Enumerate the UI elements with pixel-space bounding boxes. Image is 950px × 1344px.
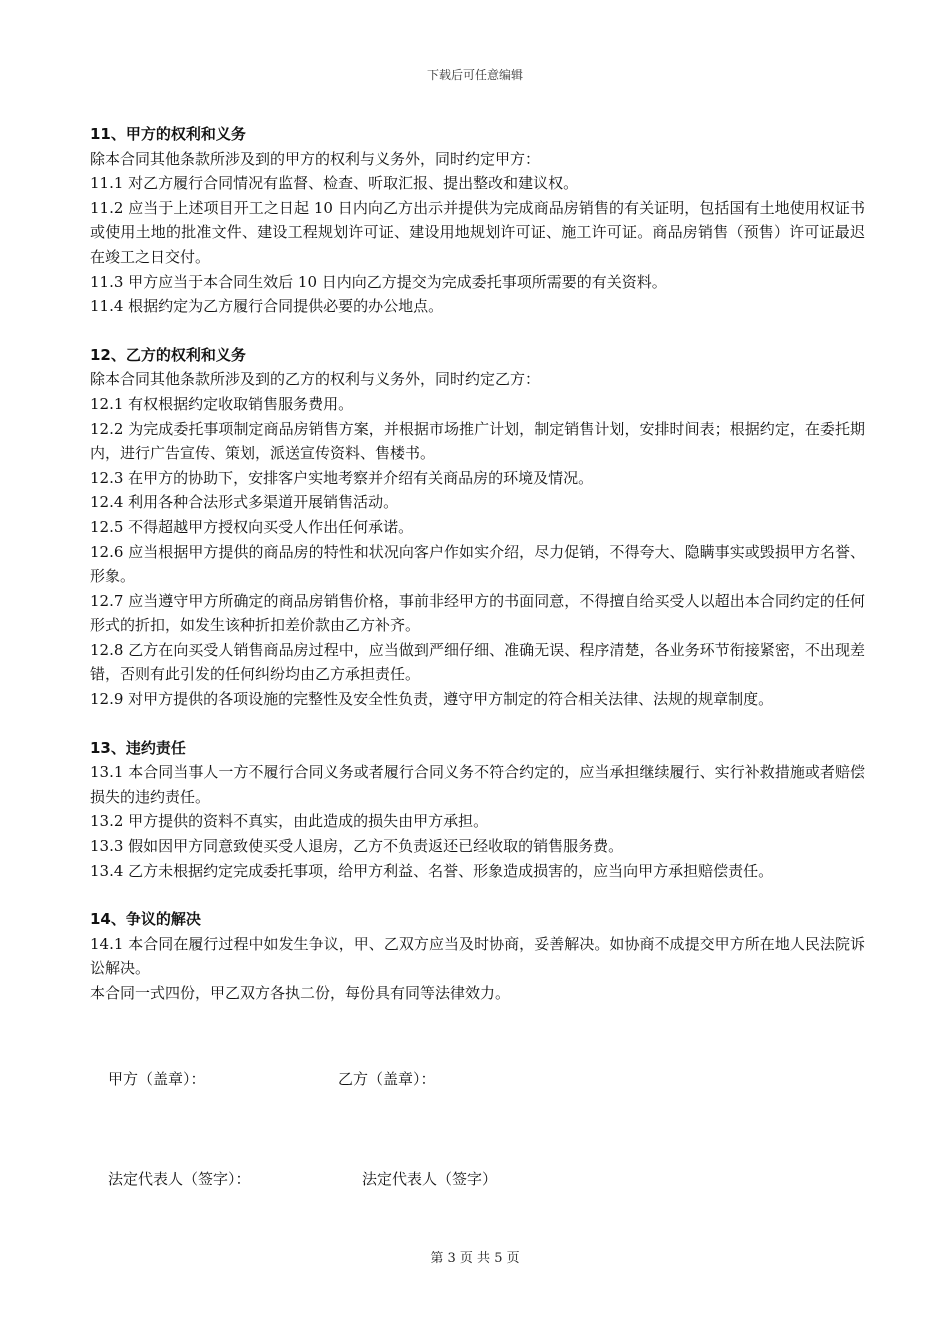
party-a-seal-label: 甲方（盖章）： [108, 1070, 206, 1088]
contract-body [90, 122, 865, 1030]
page-number: 第 3 页 共 5 页 [430, 1251, 520, 1266]
paragraph: 本合同一式四份，甲乙双方各执二份，每份具有同等法律效力。 [90, 984, 511, 1002]
party-b-representative-label: 法定代表人（签字） [362, 1170, 498, 1188]
section-title: 13、违约责任 [90, 738, 186, 757]
section-11 [90, 122, 865, 319]
party-b-seal-label: 乙方（盖章）： [338, 1070, 436, 1088]
paragraph: 除本合同其他条款所涉及到的甲方的权利与义务外，同时约定甲方： [90, 149, 541, 168]
paragraph: 11.4 根据约定为乙方履行合同提供必要的办公地点。 [90, 297, 444, 316]
paragraph: 12.9 对甲方提供的各项设施的完整性及安全性负责，遵守甲方制定的符合相关法律、法规的规章制度。 [90, 690, 774, 709]
paragraph: 除本合同其他条款所涉及到的乙方的权利与义务外，同时约定乙方： [90, 370, 541, 389]
paragraph: 12.5 不得超越甲方授权向买受人作出任何承诺。 [90, 517, 414, 536]
paragraph: 13.3 假如因甲方同意致使买受人退房，乙方不负责返还已经收取的销售服务费。 [90, 837, 624, 856]
paragraph: 12.2 为完成委托事项制定商品房销售方案，并根据市场推广计划，制定销售计划，安排时间表；根据约定，在委托期内，进行广告宣传、策划，派送宣传资料、售楼书。 [90, 419, 865, 463]
paragraph: 12.4 利用各种合法形式多渠道开展销售活动。 [90, 493, 399, 512]
paragraph: 11.2 应当于上述项目开工之日起 10 日内向乙方出示并提供为完成商品房销售的有关证明，包括国有土地使用权证书或使用土地的批准文件、建设工程规划许可证、建设用地规划许可证、施工许可证。商品房销售（预售）许可证最迟在竣工之日交付。 [90, 198, 865, 266]
paragraph: 13.2 甲方提供的资料不真实，由此造成的损失由甲方承担。 [90, 812, 489, 831]
section-14 [90, 907, 865, 1005]
paragraph: 12.6 应当根据甲方提供的商品房的特性和状况向客户作如实介绍，尽力促销，不得夸大、隐瞒事实或毁损甲方名誉、形象。 [90, 542, 865, 586]
section-title: 12、乙方的权利和义务 [90, 345, 246, 364]
paragraph: 12.3 在甲方的协助下，安排客户实地考察并介绍有关商品房的环境及情况。 [90, 468, 594, 487]
paragraph: 12.8 乙方在向买受人销售商品房过程中，应当做到严细仔细、准确无误、程序清楚，各业务环节衔接紧密，不出现差错，否则有此引发的任何纠纷均由乙方承担责任。 [90, 640, 865, 684]
paragraph: 13.1 本合同当事人一方不履行合同义务或者履行合同义务不符合约定的，应当承担继续履行、实行补救措施或者赔偿损失的违约责任。 [90, 763, 865, 806]
section-title: 14、争议的解决 [90, 910, 201, 929]
section-13 [90, 736, 865, 884]
paragraph: 14.1 本合同在履行过程中如发生争议，甲、乙双方应当及时协商，妥善解决。如协商不成提交甲方所在地人民法院诉讼解决。 [90, 934, 865, 978]
paragraph: 13.4 乙方未根据约定完成委托事项，给甲方利益、名誉、形象造成损害的，应当向甲方承担赔偿责任。 [90, 861, 774, 880]
paragraph: 11.1 对乙方履行合同情况有监督、检查、听取汇报、提出整改和建议权。 [90, 174, 579, 193]
party-a-representative-label: 法定代表人（签字）： [108, 1170, 251, 1188]
paragraph: 12.1 有权根据约定收取销售服务费用。 [90, 394, 354, 413]
section-title: 11、甲方的权利和义务 [90, 125, 246, 143]
paragraph: 11.3 甲方应当于本合同生效后 10 日内向乙方提交为完成委托事项所需要的有关资料。 [90, 272, 667, 291]
page-header: 下载后可任意编辑 [426, 68, 523, 82]
paragraph: 12.7 应当遵守甲方所确定的商品房销售价格，事前非经甲方的书面同意，不得擅自给买受人以超出本合同约定的任何形式的折扣，如发生该种折扣差价款由乙方补齐。 [90, 591, 865, 635]
section-12 [90, 343, 865, 712]
